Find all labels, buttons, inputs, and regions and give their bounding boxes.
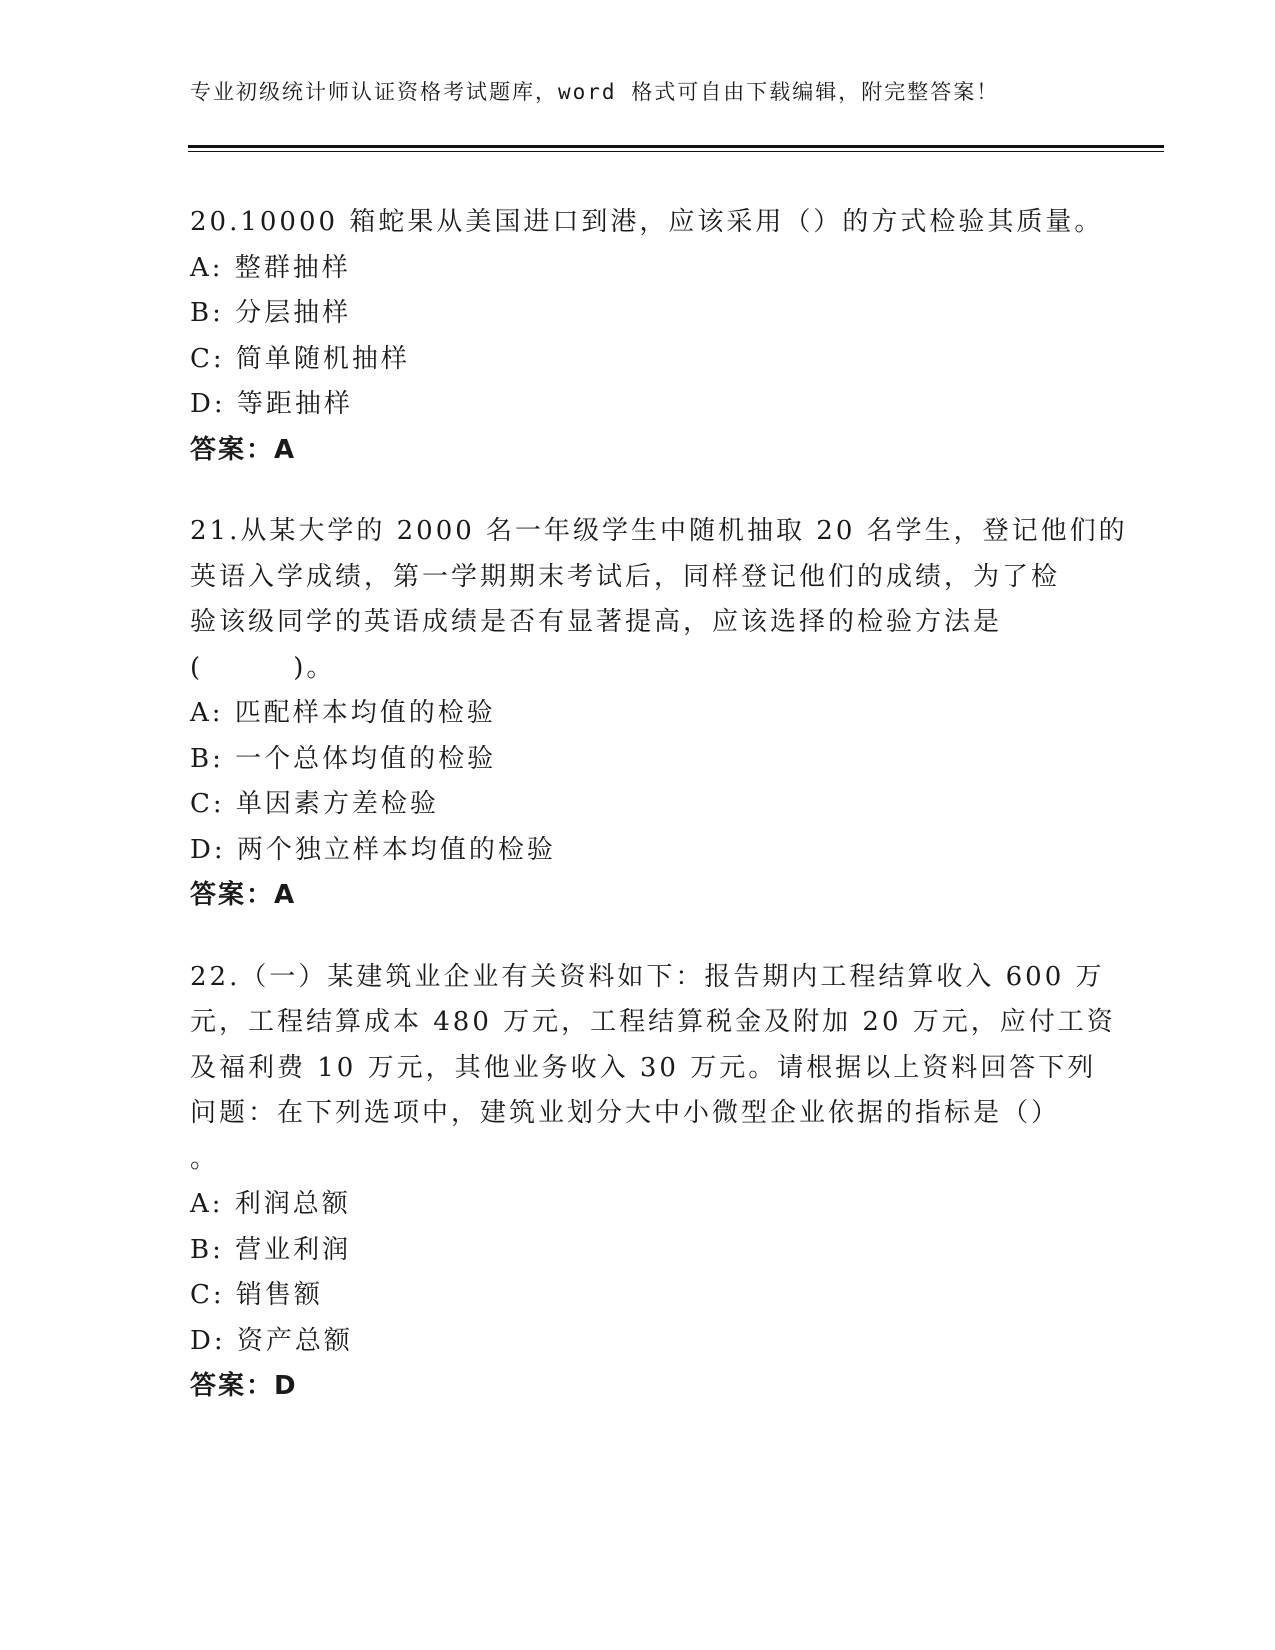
option-c: C: 单因素方差检验 bbox=[190, 789, 439, 819]
option-d: D: 两个独立样本均值的检验 bbox=[190, 834, 556, 865]
option-b: B: 分层抽样 bbox=[190, 298, 352, 328]
option-c: C: 销售额 bbox=[190, 1280, 323, 1310]
option-b: B: 营业利润 bbox=[190, 1234, 352, 1265]
header-divider-thin bbox=[188, 151, 1164, 152]
question-22 bbox=[190, 955, 1116, 1410]
question-stem bbox=[190, 509, 1128, 691]
question-20 bbox=[190, 200, 1104, 473]
question-21 bbox=[190, 509, 1128, 919]
option-a: A: 匹配样本均值的检验 bbox=[190, 698, 496, 728]
answer-line: 答案：A bbox=[190, 880, 297, 910]
stem-line: 元，工程结算成本 480 万元，工程结算税金及附加 20 万元，应付工资 bbox=[190, 1007, 1116, 1037]
stem-line: 英语入学成绩，第一学期期末考试后，同样登记他们的成绩，为了检 bbox=[190, 561, 1061, 592]
option-a: A: 整群抽样 bbox=[190, 252, 351, 283]
header-divider bbox=[188, 145, 1164, 148]
question-list bbox=[190, 200, 1128, 1446]
stem-line: 。 bbox=[190, 1143, 220, 1174]
stem-line: 21.从某大学的 2000 名一年级学生中随机抽取 20 名学生，登记他们的 bbox=[190, 516, 1128, 546]
stem-line: 验该级同学的英语成绩是否有显著提高，应该选择的检验方法是 bbox=[190, 607, 1003, 637]
stem-line: 22.（一）某建筑业企业有关资料如下：报告期内工程结算收入 600 万 bbox=[190, 961, 1105, 992]
option-a: A: 利润总额 bbox=[190, 1189, 351, 1219]
answer-line: 答案：A bbox=[190, 434, 297, 465]
stem-line: ( )。 bbox=[190, 652, 336, 683]
question-stem bbox=[190, 200, 1104, 246]
stem-line: 及福利费 10 万元，其他业务收入 30 万元。请根据以上资料回答下列 bbox=[190, 1052, 1097, 1083]
stem-line: 20.10000 箱蛇果从美国进口到港，应该采用（）的方式检验其质量。 bbox=[190, 207, 1104, 237]
option-b: B: 一个总体均值的检验 bbox=[190, 743, 497, 774]
option-d: D: 等距抽样 bbox=[190, 389, 353, 419]
answer-line: 答案：D bbox=[190, 1371, 298, 1401]
page-header: 专业初级统计师认证资格考试题库，word 格式可自由下载编辑，附完整答案！ bbox=[190, 80, 1000, 104]
option-d: D: 资产总额 bbox=[190, 1325, 353, 1356]
question-stem bbox=[190, 955, 1116, 1183]
option-c: C: 简单随机抽样 bbox=[190, 343, 410, 374]
stem-line: 问题：在下列选项中，建筑业划分大中小微型企业依据的指标是（） bbox=[190, 1098, 1061, 1128]
